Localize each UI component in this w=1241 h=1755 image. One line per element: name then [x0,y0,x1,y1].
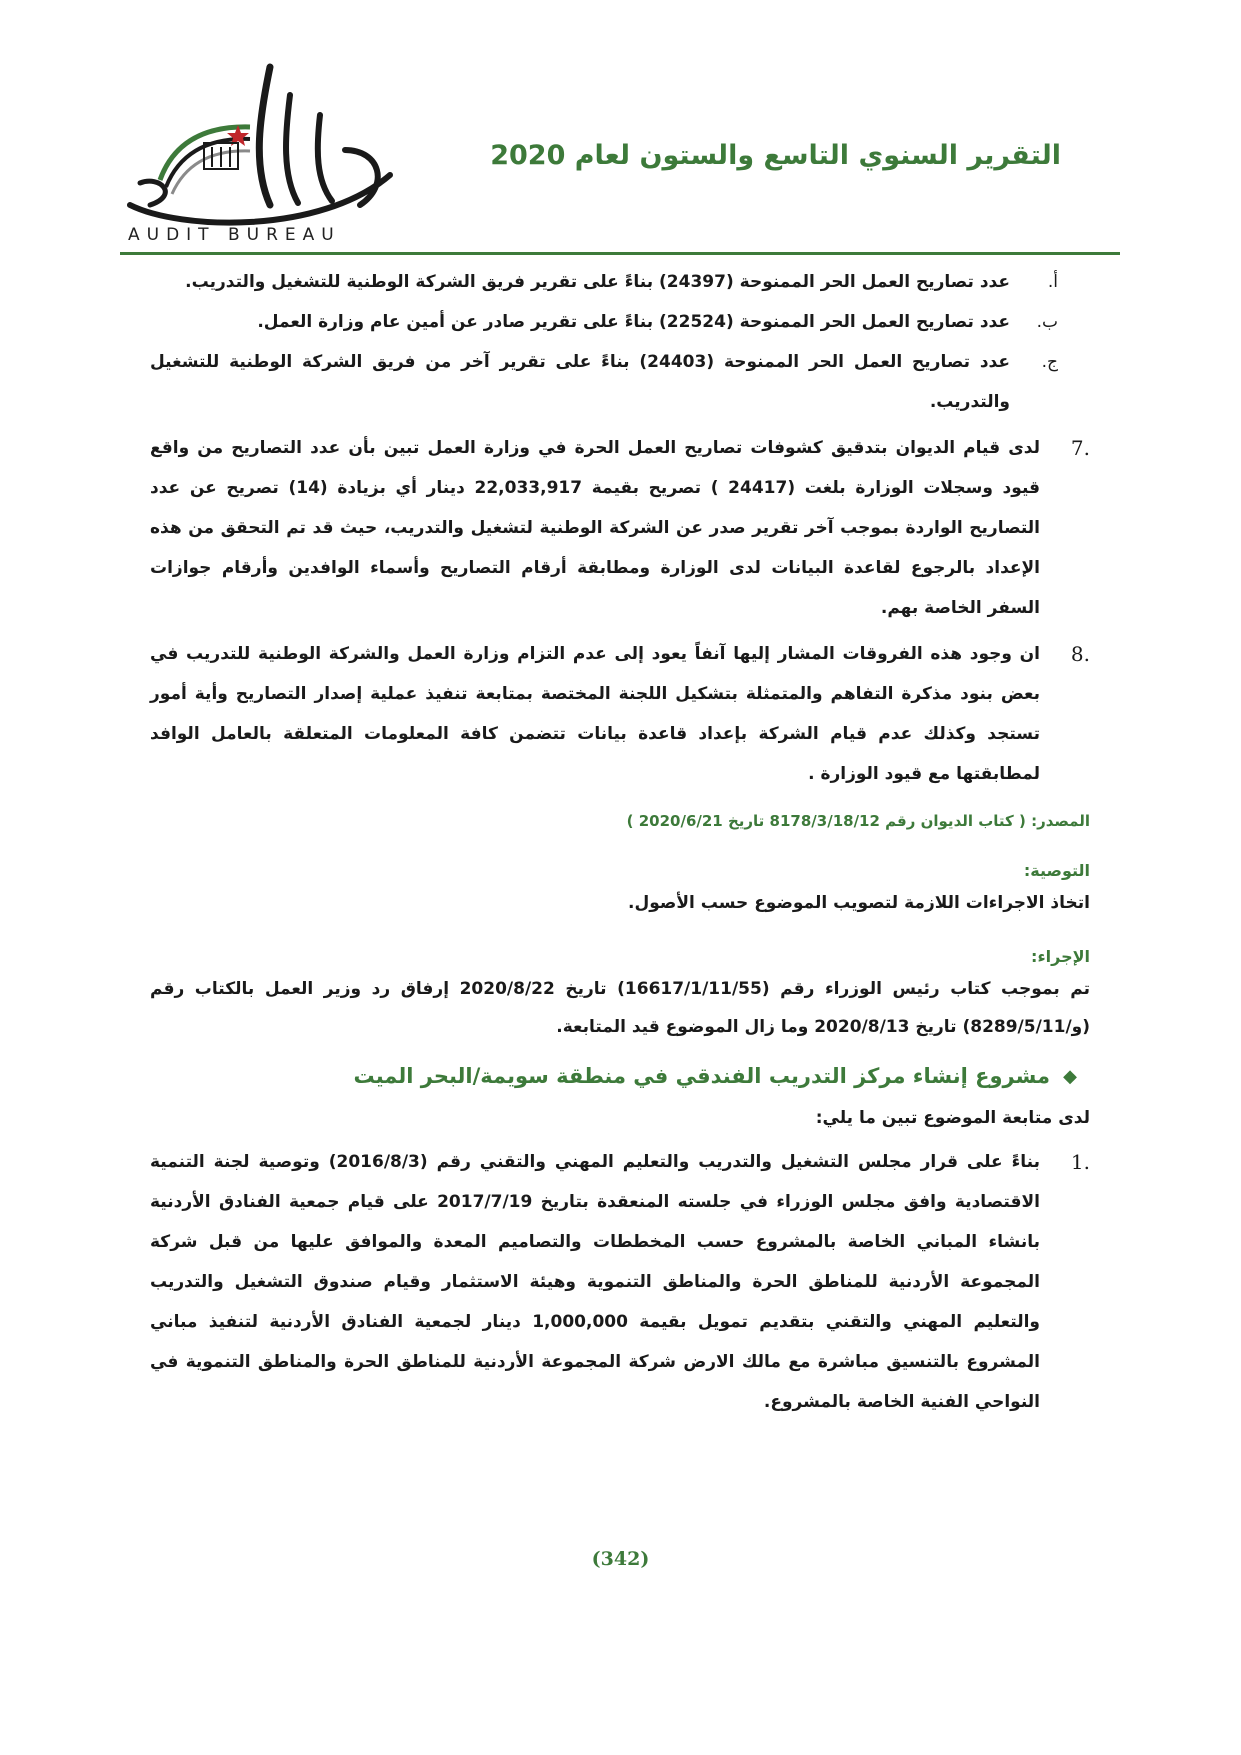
list-text: عدد تصاريح العمل الحر الممنوحة (24397) بناءً على تقرير فريق الشركة الوطنية للتشغيل والتدريب. [185,272,1010,292]
header-divider [120,252,1120,255]
item-text: بناءً على قرار مجلس التشغيل والتدريب والتعليم المهني والتقني رقم (2016/8/3) وتوصية لجنة التنمية الاقتصادية وافق مجلس الوزراء في جلسته المنعقدة بتاريخ 2017/7/19 على قيام جمعية الفنادق الأردنية بانشاء المباني الخاصة بالمشروع حسب المخططات والتصاميم المعدة والموافق عليها من قبل شركة المجموعة الأردنية للمناطق الحرة والمناطق التنموية وهيئة الاستثمار وقيام صندوق التشغيل والتدريب والتعليم المهني والتقني بتقديم تمويل بقيمة 1,000,000 دينار لجمعية الفنادق الأردنية لتنفيذ مباني المشروع بالتنسيق مباشرة مع مالك الارض شركة المجموعة الأردنية للمناطق الحرة والمناطق التنموية في النواحي الفنية الخاصة بالمشروع. [150,1152,1040,1412]
list-marker: ج. [1041,352,1058,372]
diamond-bullet-icon: ◆ [1063,1065,1077,1087]
list-item [150,262,1058,302]
page-content [150,262,1090,1422]
list-marker: أ. [1047,272,1058,292]
list-marker: ب. [1036,312,1058,332]
audit-bureau-logo [120,55,410,245]
section-intro: لدى متابعة الموضوع تبين ما يلي: [815,1108,1090,1128]
item-number: .8 [1070,642,1090,666]
logo-subtitle: AUDIT BUREAU [128,225,341,245]
numbered-item [150,428,1090,628]
recommendation-label: التوصية: [1023,861,1090,880]
list-text: عدد تصاريح العمل الحر الممنوحة (22524) بناءً على تقرير صادر عن أمين عام وزارة العمل. [257,312,1010,332]
item-text: ان وجود هذه الفروقات المشار إليها آنفاً يعود إلى عدم التزام وزارة العمل والشركة الوطنية للتدريب في بعض بنود مذكرة التفاهم والمتمثلة بتشكيل اللجنة المختصة بمتابعة تنفيذ عملية إصدار التصاريح وأية أمور تستجد وكذلك عدم قيام الشركة بإعداد قاعدة بيانات تتضمن كافة المعلومات المتعلقة بالعامل الوافد لمطابقتها مع قيود الوزارة . [150,644,1040,784]
section-heading [150,1064,1090,1088]
page-number: (342) [591,1548,650,1570]
action-label: الإجراء: [1031,947,1090,966]
list-item [150,302,1058,342]
page-header [0,0,1241,258]
action-text: تم بموجب كتاب رئيس الوزراء رقم (16617/1/11/55) تاريخ 2020/8/22 إرفاق رد وزير العمل بالكتاب رقم (و/8289/5/11) تاريخ 2020/8/13 وما زال الموضوع قيد المتابعة. [150,979,1091,1037]
list-text: عدد تصاريح العمل الحر الممنوحة (24403) بناءً على تقرير آخر من فريق الشركة الوطنية للتشغيل والتدريب. [150,352,1010,412]
numbered-item [150,1142,1090,1422]
report-title: التقرير السنوي التاسع والستون لعام 2020 [490,140,1061,171]
recommendation-text: اتخاذ الاجراءات اللازمة لتصويب الموضوع حسب الأصول. [628,893,1090,913]
numbered-item [150,634,1090,794]
source-citation: المصدر: ( كتاب الديوان رقم 8178/3/18/12 تاريخ 2020/6/21 ) [626,812,1090,830]
section-title: مشروع إنشاء مركز التدريب الفندقي في منطقة سويمة/البحر الميت [353,1064,1050,1088]
item-number: .7 [1070,436,1090,460]
item-text: لدى قيام الديوان بتدقيق كشوفات تصاريح العمل الحرة في وزارة العمل تبين بأن عدد التصاريح من واقع قيود وسجلات الوزارة بلغت (24417 ) تصريح بقيمة 22,033,917 دينار أي بزيادة (14) تصريح عن عدد التصاريح الواردة بموجب آخر تقرير صدر عن الشركة الوطنية لتشغيل والتدريب، حيث قد تم التحقق من هذه الإعداد بالرجوع لقاعدة البيانات لدى الوزارة ومطابقة أرقام التصاريح وأسماء الوافدين وأرقام جوازات السفر الخاصة بهم. [150,438,1041,618]
list-item [150,342,1058,422]
item-number: .1 [1070,1150,1090,1174]
